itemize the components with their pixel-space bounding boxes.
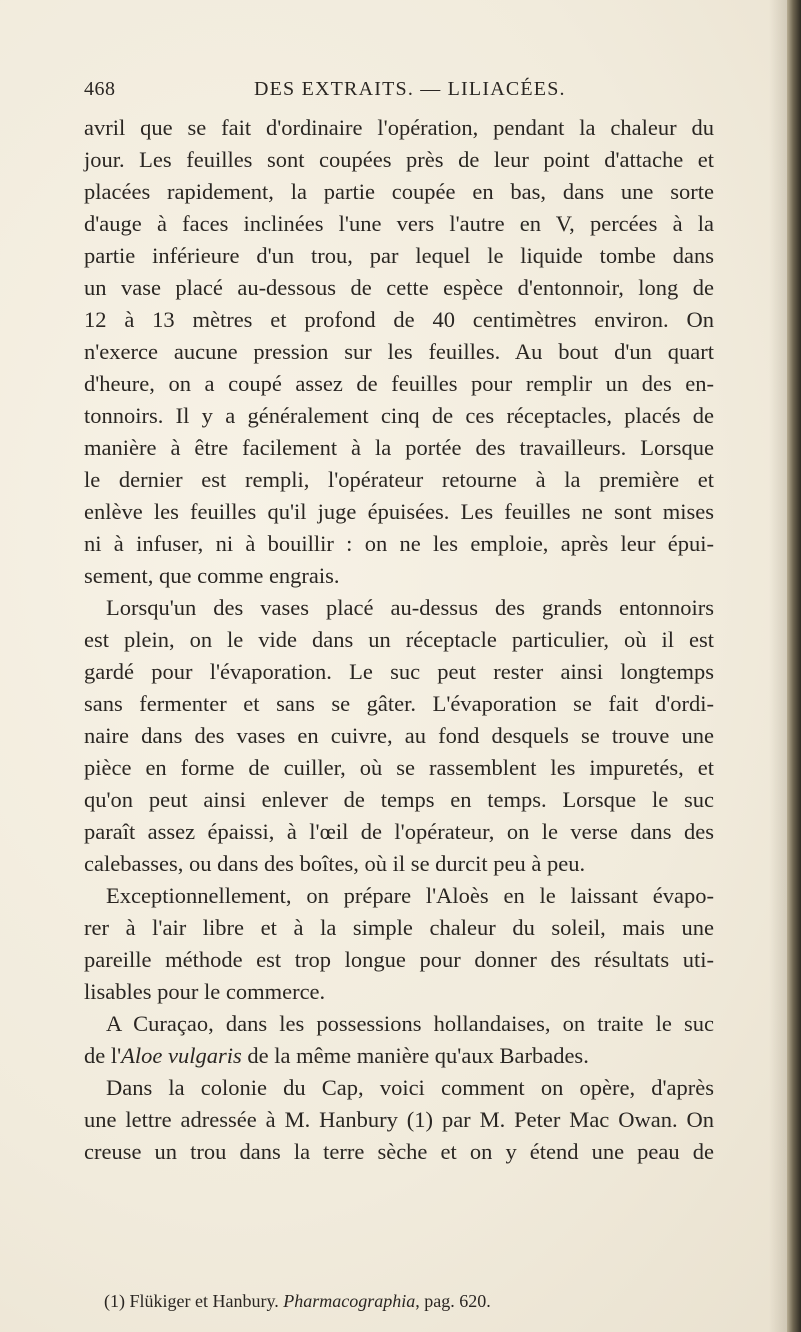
- text-line: ni à infuser, ni à bouillir : on ne les emploie, après leur épui-: [84, 531, 714, 556]
- text-line: une lettre adressée à M. Hanbury (1) par M. Peter Mac Owan. On: [84, 1107, 714, 1132]
- page-header: [84, 78, 714, 106]
- text-line: [84, 1040, 714, 1072]
- text-line: tonnoirs. Il y a généralement cinq de ces réceptacles, placés de: [84, 403, 714, 428]
- text-segment: de l': [84, 1043, 122, 1068]
- text-line: Exceptionnellement, on prépare l'Aloès en le laissant évapo-: [106, 883, 714, 908]
- text-line: lisables pour le commerce.: [84, 979, 326, 1004]
- text-line: est plein, on le vide dans un réceptacle particulier, où il est: [84, 627, 714, 652]
- text-line: gardé pour l'évaporation. Le suc peut rester ainsi longtemps: [84, 659, 714, 684]
- text-line: placées rapidement, la partie coupée en bas, dans une sorte: [84, 179, 714, 204]
- text-line: sans fermenter et sans se gâter. L'évaporation se fait d'ordi-: [84, 691, 714, 716]
- text-segment: A Curaçao, dans les possessions hollandaises, on traite le suc: [106, 1011, 714, 1036]
- text-line: pièce en forme de cuiller, où se rassemblent les impuretés, et: [84, 755, 714, 780]
- footnote-book-title: Pharmacographia: [283, 1291, 416, 1311]
- text-line: naire dans des vases en cuivre, au fond desquels se trouve une: [84, 723, 714, 748]
- text-line: rer à l'air libre et à la simple chaleur du soleil, mais une: [84, 915, 714, 940]
- footnote-text: (1) Flükiger et Hanbury.: [104, 1291, 284, 1311]
- text-line: partie inférieure d'un trou, par lequel le liquide tombe dans: [84, 243, 714, 268]
- body-text: [84, 112, 714, 1168]
- running-title: DES EXTRAITS. — LILIACÉES.: [254, 78, 566, 100]
- text-line: calebasses, ou dans des boîtes, où il se durcit peu à peu.: [84, 851, 586, 876]
- text-line: Lorsqu'un des vases placé au-dessus des grands entonnoirs: [106, 595, 714, 620]
- species-name-italic: Aloe vulgaris: [121, 1043, 242, 1068]
- text-line: jour. Les feuilles sont coupées près de leur point d'attache et: [84, 147, 714, 172]
- text-line: manière à être facilement à la portée des travailleurs. Lorsque: [84, 435, 714, 460]
- page-number: 468: [84, 78, 116, 100]
- text-line: n'exerce aucune pression sur les feuilles. Au bout d'un quart: [84, 339, 714, 364]
- text-line: avril que se fait d'ordinaire l'opération, pendant la chaleur du: [84, 115, 714, 140]
- footnote-text: , pag. 620.: [415, 1291, 491, 1311]
- footnote: [104, 1289, 714, 1313]
- text-line: [84, 1008, 714, 1040]
- page-edge: [787, 0, 801, 1332]
- text-line: sement, que comme engrais.: [84, 563, 340, 588]
- text-line: paraît assez épaissi, à l'œil de l'opérateur, on le verse dans des: [84, 819, 714, 844]
- text-segment: de la même manière qu'aux Barbades.: [241, 1043, 589, 1068]
- text-line: enlève les feuilles qu'il juge épuisées. Les feuilles ne sont mises: [84, 499, 714, 524]
- text-line: d'heure, on a coupé assez de feuilles pour remplir un des en-: [84, 371, 714, 396]
- text-line: d'auge à faces inclinées l'une vers l'autre en V, percées à la: [84, 211, 714, 236]
- text-line: un vase placé au-dessous de cette espèce d'entonnoir, long de: [84, 275, 714, 300]
- text-line: qu'on peut ainsi enlever de temps en temps. Lorsque le suc: [84, 787, 714, 812]
- text-line: pareille méthode est trop longue pour donner des résultats uti-: [84, 947, 714, 972]
- text-line: creuse un trou dans la terre sèche et on y étend une peau de: [84, 1139, 714, 1164]
- binding-shadow: [769, 0, 787, 1332]
- text-line: le dernier est rempli, l'opérateur retourne à la première et: [84, 467, 714, 492]
- text-line: 12 à 13 mètres et profond de 40 centimètres environ. On: [84, 307, 714, 332]
- text-line: Dans la colonie du Cap, voici comment on opère, d'après: [106, 1075, 714, 1100]
